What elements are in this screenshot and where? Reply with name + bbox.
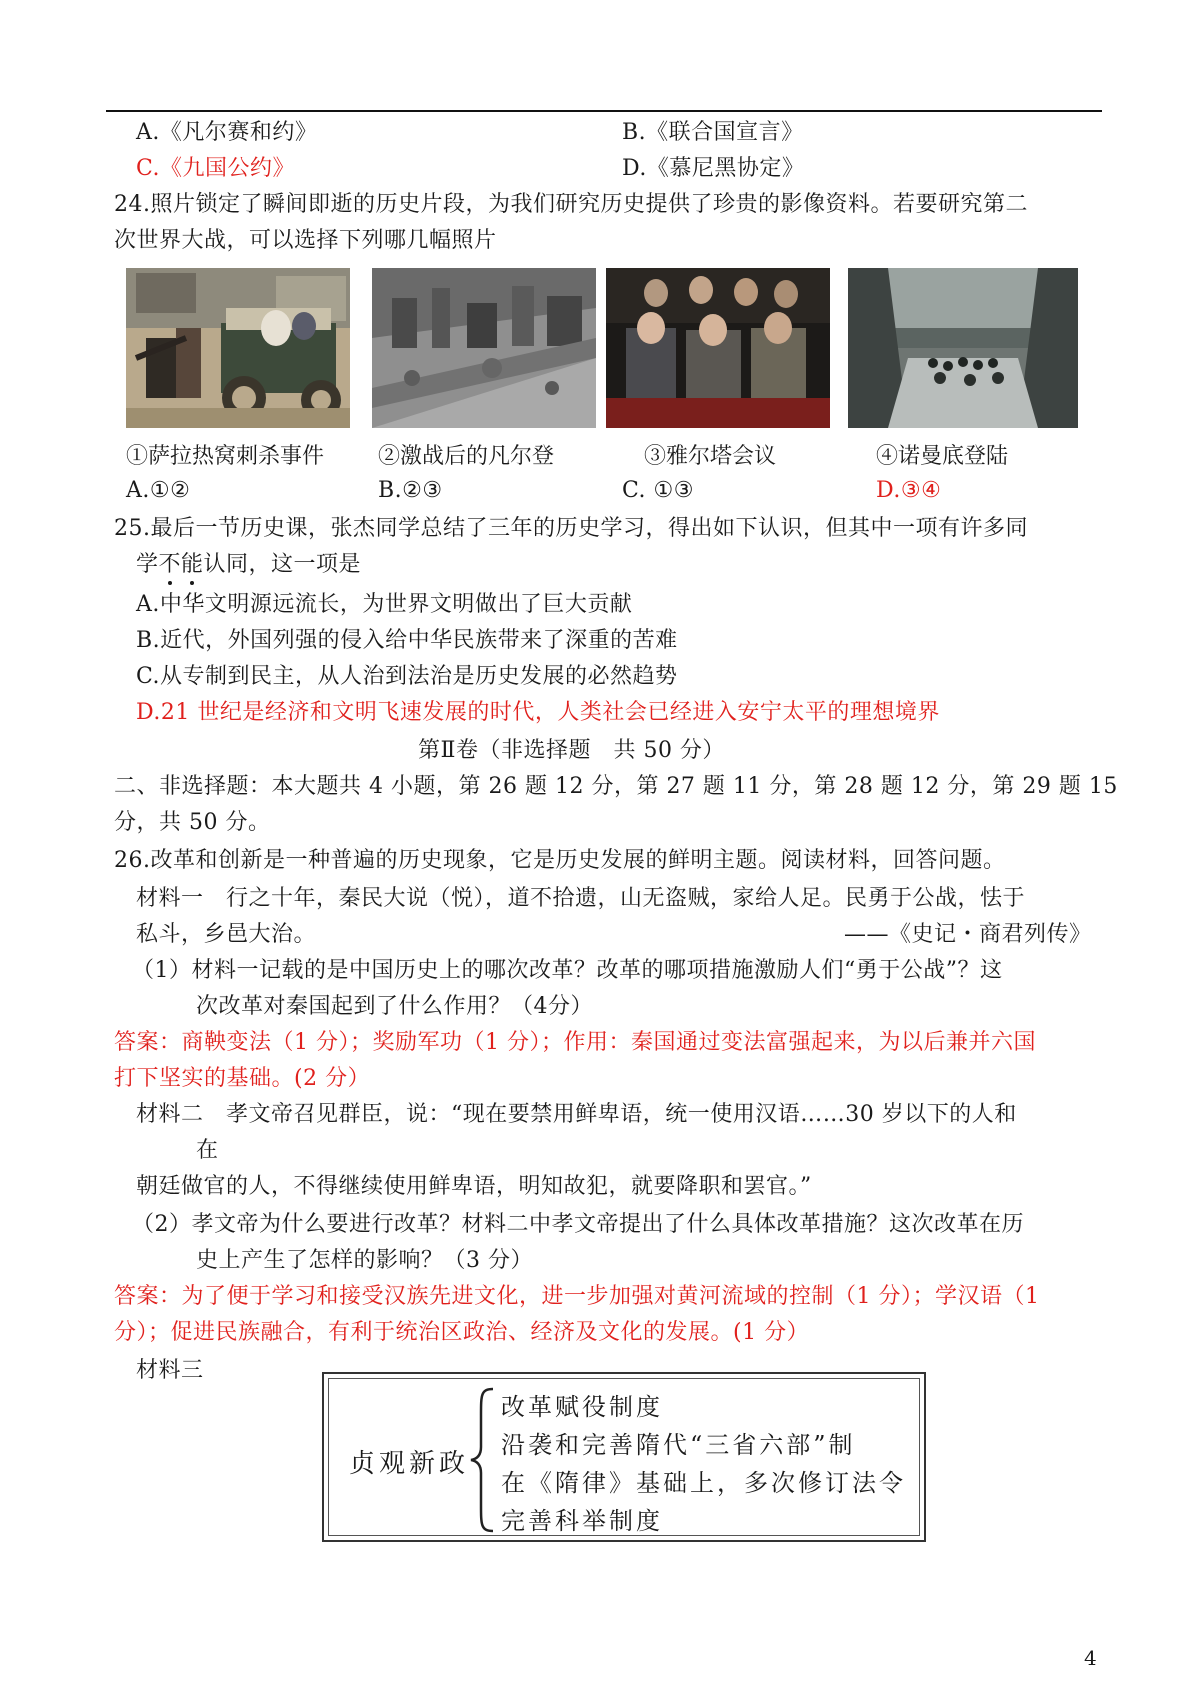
q24-option-b: B.②③ <box>378 478 443 503</box>
q25-option-b: B.近代，外国列强的侵入给中华民族带来了深重的苦难 <box>136 628 678 653</box>
q24-stem-line2: 次世界大战，可以选择下列哪几幅照片 <box>114 228 497 253</box>
q26-material3-label: 材料三 <box>136 1358 204 1383</box>
material3-item-4: 完善科举制度 <box>501 1507 663 1535</box>
photo-caption-4: ④诺曼底登陆 <box>876 444 1009 469</box>
q26-answer1-line1: 答案：商鞅变法（1 分）；奖励军功（1 分）；作用：秦国通过变法富强起来，为以后兼并六国 <box>114 1030 1036 1055</box>
q23-option-a: A.《凡尔赛和约》 <box>136 120 318 145</box>
q26-sub1-line1: （1）材料一记载的是中国历史上的哪次改革？改革的哪项措施激励人们“勇于公战”？这 <box>132 958 1003 983</box>
photo-normandy-landing <box>848 268 1078 428</box>
q25-option-c: C.从专制到民主，从人治到法治是历史发展的必然趋势 <box>136 664 678 689</box>
q25-stem-line1: 25.最后一节历史课，张杰同学总结了三年的历史学习，得出如下认识，但其中一项有许多同 <box>114 516 1028 541</box>
page-number: 4 <box>1084 1646 1097 1670</box>
material3-item-2: 沿袭和完善隋代“三省六部”制 <box>501 1431 856 1459</box>
header-rule <box>106 110 1102 112</box>
q24-option-c: C. ①③ <box>622 478 694 503</box>
photo-caption-1: ①萨拉热窝刺杀事件 <box>126 444 325 469</box>
q25-emphasis-bu: 不 <box>158 552 182 577</box>
q25-option-d-answer: D.21 世纪是经济和文明飞速发展的时代，人类社会已经进入安宁太平的理想境界 <box>136 700 940 725</box>
section2-intro-line2: 分，共 50 分。 <box>114 810 271 835</box>
q25-stem-pre: 学 <box>136 552 159 577</box>
q26-material2-line3: 朝廷做官的人，不得继续使用鲜卑语，明知故犯，就要降职和罢官。” <box>136 1174 812 1199</box>
material3-item-3: 在《隋律》基础上，多次修订法令 <box>501 1469 906 1497</box>
material3-table <box>322 1372 926 1542</box>
q26-answer2-line1: 答案：为了便于学习和接受汉族先进文化，进一步加强对黄河流域的控制（1 分）；学汉语（1 <box>114 1284 1040 1309</box>
q26-answer1-line2: 打下坚实的基础。(2 分） <box>114 1066 371 1091</box>
section2-title: 第Ⅱ卷（非选择题 共 50 分） <box>418 738 725 763</box>
q26-material1-source: ——《史记・商君列传》 <box>844 922 1092 947</box>
q25-stem-post: 认同，这一项是 <box>203 552 362 577</box>
photo-caption-2: ②激战后的凡尔登 <box>378 444 555 469</box>
q26-material1-line1: 材料一 行之十年，秦民大说（悦），道不拾遗，山无盗贼，家给人足。民勇于公战，怯于 <box>136 886 1026 911</box>
q26-material2-line1: 材料二 孝文帝召见群臣，说：“现在要禁用鲜卑语，统一使用汉语……30 岁以下的人和 <box>136 1102 1017 1127</box>
q24-option-a: A.①② <box>126 478 191 503</box>
q26-sub1-line2: 次改革对秦国起到了什么作用？（4分） <box>196 994 593 1019</box>
q23-option-d: D.《慕尼黑协定》 <box>622 156 805 181</box>
material3-table-label: 贞观新政 <box>349 1449 470 1479</box>
material3-table-inner <box>328 1378 920 1536</box>
q24-stem-line1: 24.照片锁定了瞬间即逝的历史片段，为我们研究历史提供了珍贵的影像资料。若要研究第二 <box>114 192 1028 217</box>
material3-item-1: 改革赋役制度 <box>501 1393 663 1421</box>
q23-option-c-answer: C.《九国公约》 <box>136 156 296 181</box>
q25-emphasis-neng: 能 <box>181 552 204 577</box>
q26-sub2-line1: （2）孝文帝为什么要进行改革？材料二中孝文帝提出了什么具体改革措施？这次改革在历 <box>132 1212 1025 1237</box>
q23-option-b: B.《联合国宣言》 <box>622 120 804 145</box>
section2-intro-line1: 二、非选择题：本大题共 4 小题，第 26 题 12 分，第 27 题 11 分，第 28 题 12 分，第 29 题 15 <box>114 774 1118 799</box>
q25-stem-line2 <box>136 550 361 580</box>
q24-option-d-answer: D.③④ <box>876 478 942 503</box>
q25-option-a: A.中华文明源远流长，为世界文明做出了巨大贡献 <box>136 592 633 617</box>
photo-verdun-ruins <box>372 268 596 428</box>
photo-yalta-conference <box>606 268 830 428</box>
q26-sub2-line2: 史上产生了怎样的影响？（3 分） <box>196 1248 533 1273</box>
q26-stem: 26.改革和创新是一种普遍的历史现象，它是历史发展的鲜明主题。阅读材料，回答问题。 <box>114 848 1006 873</box>
q26-material2-line2: 在 <box>196 1138 219 1163</box>
q26-answer2-line2: 分）；促进民族融合，有利于统治区政治、经济及文化的发展。(1 分） <box>114 1320 810 1345</box>
photo-sarajevo-assassination <box>126 268 350 428</box>
q26-material1-line2: 私斗，乡邑大治。 <box>136 922 317 947</box>
photo-caption-3: ③雅尔塔会议 <box>644 444 777 469</box>
brace-icon <box>467 1385 497 1535</box>
